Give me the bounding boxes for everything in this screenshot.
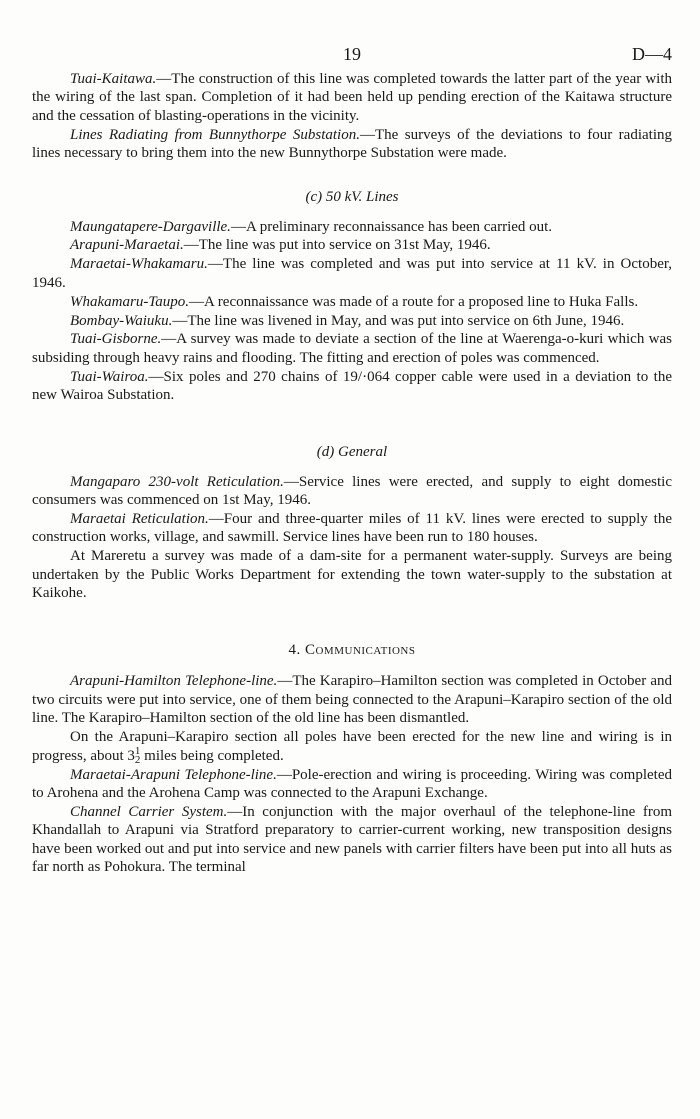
paragraph-body: —The line was put into service on 31st May, 1946. [183,237,491,254]
paragraph-body: —Four and three-quarter miles of 11 kV. lines were erected to supply the construction works, village, and sawmill. Service lines have been run to 180 houses. [32,510,672,546]
paragraph-tuai-wairoa [32,368,672,405]
paragraph-body: At Mareretu a survey was made of a dam-site for a permanent water-supply. Surveys are being undertaken by the Public Works Department for extending the town water-supply to the substation at Kaikohe. [32,548,672,602]
paragraph-title: Maraetai Reticulation. [70,510,209,527]
paragraph-bunnythorpe [32,126,672,163]
paragraph-body: —Pole-erection and wiring is proceeding. Wiring was completed to Arohena and the Arohena Camp was connected to the Arapuni Exchange. [32,766,672,802]
section-heading-general: (d) General [316,443,388,460]
paragraph-tuai-gisborne [32,330,672,367]
paragraph-body: —The line was livened in May, and was put into service on 6th June, 1946. [172,312,625,329]
paragraph-mangaparo [32,473,672,510]
paragraph-arapuni-karapiro [32,728,672,765]
section-heading-50kv: (c) 50 kV. Lines [305,188,399,205]
paragraph-arapuni-maraetai [32,236,672,254]
paragraph-body: —Service lines were erected, and supply to eight domestic consumers was commenced on 1st May, 1946. [32,473,672,508]
paragraph-title: Channel Carrier System. [70,803,228,820]
paragraph-body: —The line was completed and was put into service at 11 kV. in October, 1946. [32,256,672,291]
paragraph-body: On the Arapuni–Karapiro section all poles have been erected for the new line and wiring is in progress, about 3 [32,729,672,764]
paragraph-maungatapere [32,218,672,236]
paragraph-title: Tuai-Kaitawa. [70,71,157,87]
paragraph-mareretu [32,547,672,602]
section-heading-communications: 4. Communications [288,642,416,659]
paragraph-title: Whakamaru-Taupo. [70,293,190,310]
paragraph-maraetai-reticulation [32,510,672,547]
paragraph-body: —A survey was made to deviate a section of the line at Waerenga-o-kuri which was subsiding through heavy rains and flooding. The fitting and erection of poles was commenced. [32,331,672,366]
paragraph-title: Tuai-Wairoa. [70,368,149,385]
paragraph-maraetai-arapuni [32,766,672,803]
paragraph-title: Arapuni-Hamilton Telephone-line. [70,673,278,690]
paragraph-body: —A reconnaissance was made of a route for a proposed line to Huka Falls. [189,293,639,310]
paragraph-body: —The Karapiro–Hamilton section was completed in October and two circuits were put into service, one of them being connected to the Arapuni–Karapiro section of the old line. The Karapiro–Hamilton section of the old line has been dismantled. [32,673,672,727]
paragraph-title: Bombay-Waiuku. [70,312,173,329]
paragraph-whakamaru-taupo [32,293,672,311]
paragraph-channel-carrier [32,803,672,877]
document-page [32,44,672,877]
paragraph-body: —Six poles and 270 chains of 19/·064 copper cable were used in a deviation to the new Wairoa Substation. [32,368,672,404]
paragraph-title: Maraetai-Arapuni Telephone-line. [70,766,277,783]
page-header [32,44,672,70]
page-number: 19 [343,44,361,64]
paragraph-body: —The construction of this line was completed towards the latter part of the year with the wiring of the last span. Completion of it had been held up pending erection of the Kaitawa structure and the cessation of blasting-operations in the vicinity. [32,71,672,124]
paragraph-body-end: miles being completed. [140,747,284,764]
fraction-denominator: 2 [134,754,141,767]
paragraph-title: Maungatapere-Dargaville. [70,218,231,235]
paragraph-arapuni-hamilton [32,672,672,727]
paragraph-title: Tuai-Gisborne. [70,331,162,348]
paragraph-body: —In conjunction with the major overhaul of the telephone-line from Khandallah to Arapuni via Stratford preparatory to carrier-current working, new transposition designs have been worked out and put into service and new panels with carrier filters have been put into all huts as far north as Pohokura. The terminal [32,803,672,876]
paragraph-title: Maraetai-Whakamaru. [70,256,208,273]
paragraph-body: —A preliminary reconnaissance has been carried out. [230,218,553,235]
paragraph-title: Lines Radiating from Bunnythorpe Substation. [70,126,360,143]
fraction-numerator: 1 [134,745,141,758]
paragraph-maraetai-whakamaru [32,255,672,292]
paragraph-title: Arapuni-Maraetai. [70,237,184,254]
paragraph-tuai-kaitawa [32,70,672,125]
paragraph-title: Mangaparo 230-volt Reticulation. [70,473,284,490]
paragraph-bombay-waiuku [32,312,672,330]
document-reference: D—4 [632,44,672,64]
paragraph-body: —The surveys of the deviations to four radiating lines necessary to bring them into the new Bunnythorpe Substation were made. [32,126,672,162]
